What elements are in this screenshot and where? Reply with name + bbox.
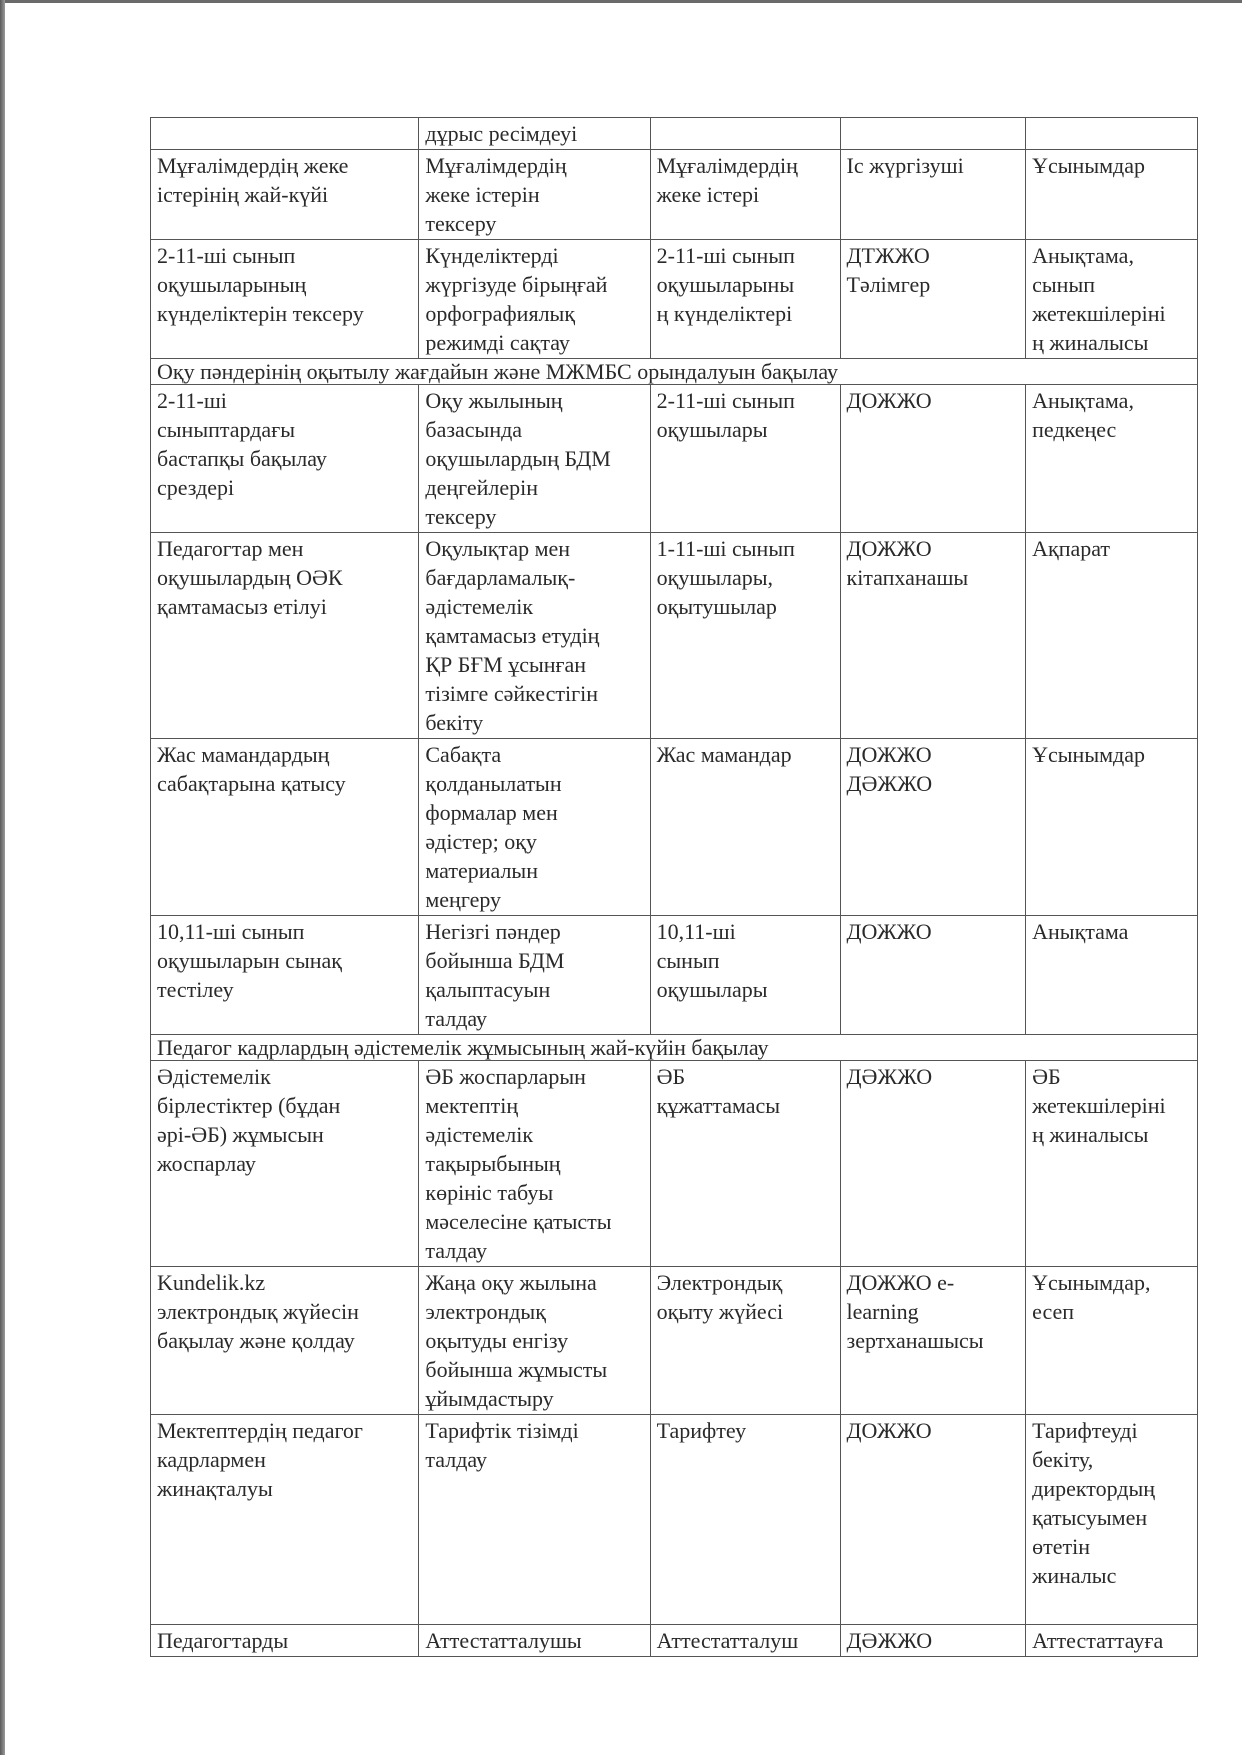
cell-result: Ұсынымдар xyxy=(1026,150,1198,240)
table-row xyxy=(151,240,1198,359)
cell-result: Тарифтеуді бекіту, директордың қатысуымен өтетін жиналыс xyxy=(1026,1415,1198,1625)
cell-result xyxy=(1026,118,1198,150)
cell-object: 2-11-ші сынып оқушылары xyxy=(650,385,840,533)
cell-goal: Жаңа оқу жылына электрондық оқытуды енгізу бойынша жұмысты ұйымдастыру xyxy=(419,1267,650,1415)
cell-responsible: ДӘЖЖО xyxy=(840,1625,1026,1657)
section-title: Педагог кадрлардың әдістемелік жұмысының жай-күйін бақылау xyxy=(151,1035,1198,1061)
cell-topic: 10,11-ші сынып оқушыларын сынақ тестілеу xyxy=(151,916,419,1035)
cell-object: 2-11-ші сынып оқушыларыны ң күнделіктері xyxy=(650,240,840,359)
cell-responsible xyxy=(840,118,1026,150)
cell-object: ӘБ құжаттамасы xyxy=(650,1061,840,1267)
cell-result: ӘБ жетекшілеріні ң жиналысы xyxy=(1026,1061,1198,1267)
cell-result: Анықтама, педкеңес xyxy=(1026,385,1198,533)
table-row xyxy=(151,150,1198,240)
cell-topic: 2-11-ші сыныптардағы бастапқы бақылау срездері xyxy=(151,385,419,533)
cell-goal: ӘБ жоспарларын мектептің әдістемелік тақырыбының көрініс табуы мәселесіне қатысты талдау xyxy=(419,1061,650,1267)
table-row xyxy=(151,385,1198,533)
cell-topic: Педагогтар мен оқушылардың ОӘК қамтамасыз етілуі xyxy=(151,533,419,739)
cell-goal: Мұғалімдердің жеке істерін тексеру xyxy=(419,150,650,240)
cell-responsible: Іс жүргізуші xyxy=(840,150,1026,240)
scan-edge-top xyxy=(0,0,1242,3)
section-header-row xyxy=(151,1035,1198,1061)
cell-goal: Тарифтік тізімді талдау xyxy=(419,1415,650,1625)
cell-responsible: ДОЖЖО e- learning зертханашысы xyxy=(840,1267,1026,1415)
table-row xyxy=(151,916,1198,1035)
cell-object: Тарифтеу xyxy=(650,1415,840,1625)
table-row xyxy=(151,1415,1198,1625)
cell-goal: Сабақта қолданылатын формалар мен әдістер; оқу материалын меңгеру xyxy=(419,739,650,916)
cell-topic: Мұғалімдердің жеке істерінің жай-күйі xyxy=(151,150,419,240)
scan-edge-left xyxy=(0,0,5,1755)
cell-result: Ұсынымдар xyxy=(1026,739,1198,916)
cell-responsible: ДОЖЖО xyxy=(840,1415,1026,1625)
cell-responsible: ДТЖЖО Тәлімгер xyxy=(840,240,1026,359)
table-row xyxy=(151,1625,1198,1657)
cell-object: Мұғалімдердің жеке істері xyxy=(650,150,840,240)
control-plan-table xyxy=(150,117,1198,1657)
table-row xyxy=(151,1267,1198,1415)
cell-goal: дұрыс ресімдеуі xyxy=(419,118,650,150)
cell-topic xyxy=(151,118,419,150)
cell-object: 1-11-ші сынып оқушылары, оқытушылар xyxy=(650,533,840,739)
cell-responsible: ДӘЖЖО xyxy=(840,1061,1026,1267)
section-title: Оқу пәндерінің оқытылу жағдайын және МЖМБС орындалуын бақылау xyxy=(151,359,1198,385)
cell-topic: Жас мамандардың сабақтарына қатысу xyxy=(151,739,419,916)
cell-object xyxy=(650,118,840,150)
cell-responsible: ДОЖЖО xyxy=(840,385,1026,533)
cell-topic: Мектептердің педагог кадрлармен жинақталуы xyxy=(151,1415,419,1625)
table-row xyxy=(151,533,1198,739)
cell-object: Аттестатталуш xyxy=(650,1625,840,1657)
cell-result: Анықтама, сынып жетекшілеріні ң жиналысы xyxy=(1026,240,1198,359)
cell-responsible: ДОЖЖО ДӘЖЖО xyxy=(840,739,1026,916)
cell-result: Ұсынымдар, есеп xyxy=(1026,1267,1198,1415)
cell-topic: 2-11-ші сынып оқушыларының күнделіктерін тексеру xyxy=(151,240,419,359)
section-header-row xyxy=(151,359,1198,385)
cell-object: 10,11-ші сынып оқушылары xyxy=(650,916,840,1035)
table-row xyxy=(151,1061,1198,1267)
cell-result: Ақпарат xyxy=(1026,533,1198,739)
cell-topic: Kundelik.kz электрондық жүйесін бақылау және қолдау xyxy=(151,1267,419,1415)
cell-topic: Педагогтарды xyxy=(151,1625,419,1657)
cell-goal: Аттестатталушы xyxy=(419,1625,650,1657)
cell-topic: Әдістемелік бірлестіктер (бұдан әрі-ӘБ) жұмысын жоспарлау xyxy=(151,1061,419,1267)
cell-goal: Оқу жылының базасында оқушылардың БДМ деңгейлерін тексеру xyxy=(419,385,650,533)
cell-object: Электрондық оқыту жүйесі xyxy=(650,1267,840,1415)
cell-goal: Негізгі пәндер бойынша БДМ қалыптасуын талдау xyxy=(419,916,650,1035)
cell-goal: Күнделіктерді жүргізуде бірыңғай орфографиялық режимді сақтау xyxy=(419,240,650,359)
cell-responsible: ДОЖЖО кітапханашы xyxy=(840,533,1026,739)
cell-result: Аттестаттауға xyxy=(1026,1625,1198,1657)
cell-responsible: ДОЖЖО xyxy=(840,916,1026,1035)
table-row xyxy=(151,118,1198,150)
cell-result: Анықтама xyxy=(1026,916,1198,1035)
cell-goal: Оқулықтар мен бағдарламалық- әдістемелік қамтамасыз етудің ҚР БҒМ ұсынған тізімге сәйкестігін бекіту xyxy=(419,533,650,739)
table-row xyxy=(151,739,1198,916)
cell-object: Жас мамандар xyxy=(650,739,840,916)
